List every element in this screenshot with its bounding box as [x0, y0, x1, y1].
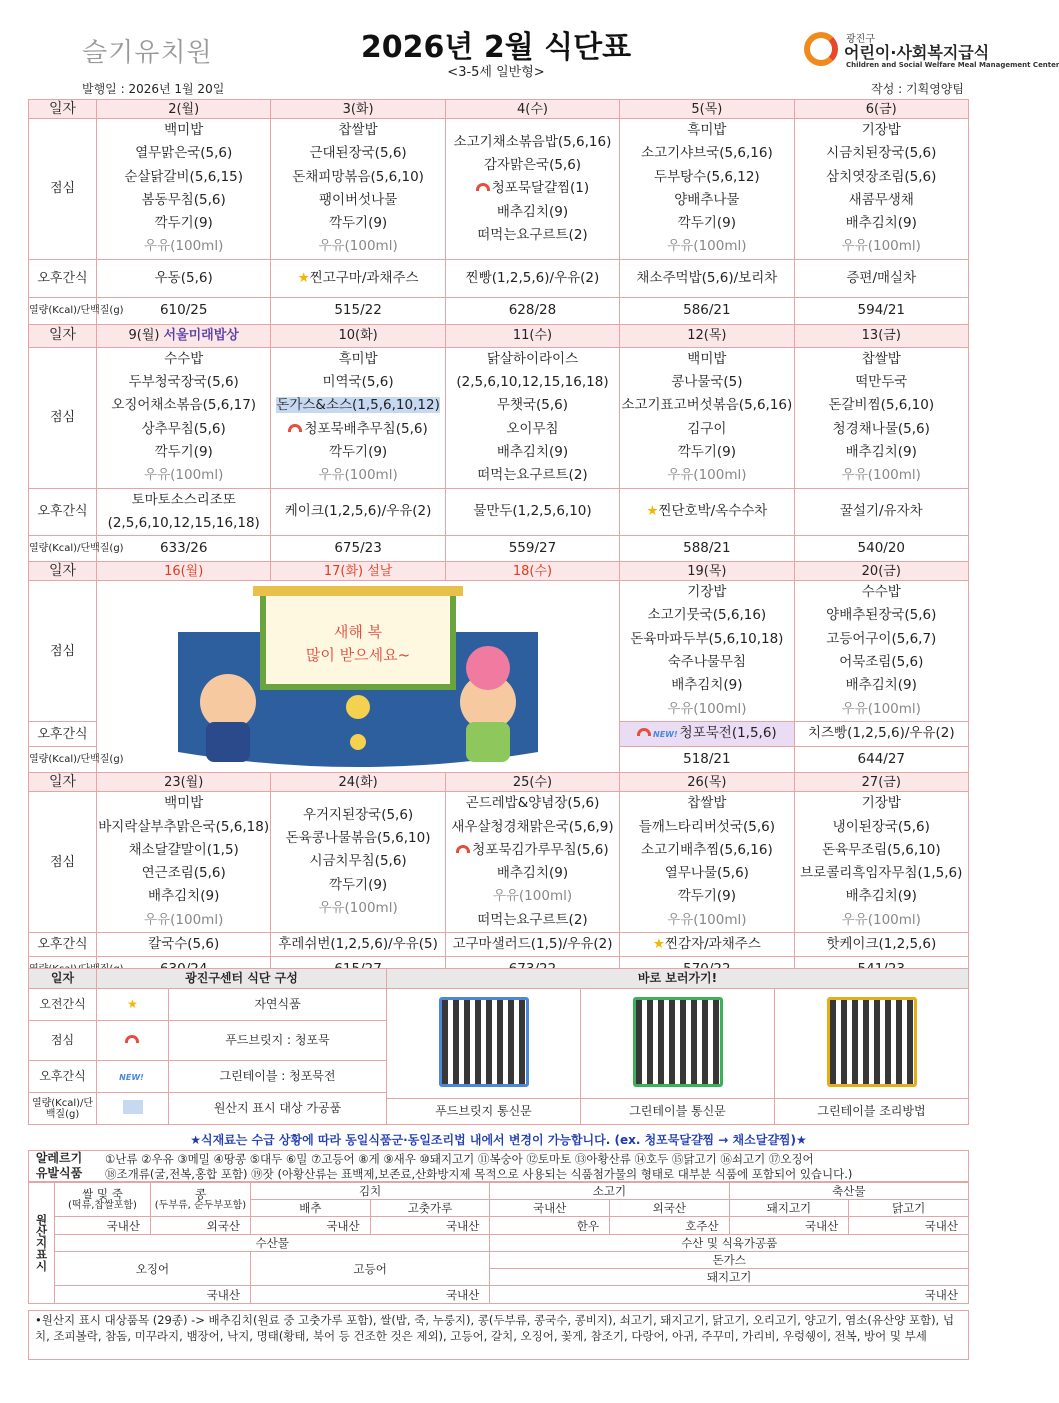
lunch-row: 점심 새해 복 많이 받으세요~ 기장밥 소고기뭇국(5,6,16) 돈육마파두부(5,6,10,18) 숙주나물무침 배추김치(9) 우유(100ml) 수수밥 양배추된장국(5,6) 고등어구이(5,6,7) 어묵조림(5,6) 배추김치(9) 우유(100ml) — [29, 581, 969, 722]
energy-row: 열량(Kcal)/단백질(g) 610/25 515/22 628/28 586/21 594/21 — [29, 297, 969, 324]
star-icon: ★ — [127, 997, 138, 1011]
page-title: 2026년 2월 식단표 — [360, 30, 632, 65]
snack-row: 오후간식 우동(5,6) ★찐고구마/과채주스 찐빵(1,2,5,6)/우유(2) 채소주먹밥(5,6)/보리차 증편/매실차 — [29, 259, 969, 297]
snack-row: 오후간식 토마토소스리조또 (2,5,6,10,12,15,16,18) 케이크(1,2,5,6)/우유(2) 물만두(1,2,5,6,10) ★찐단호박/옥수수차 꿀설기/유자차 — [29, 488, 969, 536]
qr-code-recipe[interactable] — [827, 997, 917, 1087]
new-tag: NEW! — [653, 729, 678, 739]
page-header — [0, 0, 1059, 100]
qr-code-food-bridge[interactable] — [439, 997, 529, 1087]
lunch-cell: 흑미밥 소고기샤브국(5,6,16) 두부탕수(5,6,12) 양배추나물 깍두기(9) 우유(100ml) — [620, 119, 794, 260]
greeting-line-1: 새해 복 — [333, 622, 383, 641]
rainbow-icon — [476, 183, 490, 191]
date-row: 일자 9(월) 서울미래밥상 10(화) 11(수) 12(목) 13(금) — [29, 324, 969, 347]
legend-table: 일자 광진구센터 식단 구성 바로 보러가기! 오전간식 ★ 자연식품 점심 푸드브릿지 : 청포묵 오후간식 NEW! 그린테이블 : 청포묵전 열량(Kcal)/단백질(g) 원산지 표시 대상 가공품 푸드브릿지 통신문 그린테이블 통신문 그린테이블 조리방법 — [28, 968, 969, 1125]
qr-code-green-table[interactable] — [633, 997, 723, 1087]
highlight-swatch — [123, 1100, 143, 1114]
date-row: 일자 2(월) 3(화) 4(수) 5(목) 6(금) — [29, 100, 969, 119]
lunch-cell: 백미밥 열무맑은국(5,6) 순살닭갈비(5,6,15) 봄동무침(5,6) 깍두기(9) 우유(100ml) — [97, 119, 271, 260]
origin-footnote: •원산지 표시 대상품목 (29종) -> 배추김치(원료 중 고춧가루 포함), 쌀(밥, 죽, 누룽지), 콩(두부류, 콩국수, 콩비지), 쇠고기, 돼지고기, 닭고기, 오리고기, 양고기, 염소(유산양 포함), 넙치, 조피볼락, 참돔, 미꾸라지, 뱀장어, 낙지, 명태(황태, 북어 등 건조한 것은 제외), 고등어, 갈치, 오징어, 꽃게, 참조기, 다랑어, 아귀, 주꾸미, 가리비, 우렁쉥이, 전복, 방어 및 부세 — [28, 1310, 969, 1360]
rainbow-icon — [456, 845, 470, 853]
star-icon: ★ — [646, 503, 659, 520]
star-icon: ★ — [652, 936, 665, 953]
author: 작성 : 기획영양팀 — [871, 82, 964, 96]
holiday-illustration — [97, 581, 620, 773]
menu-table — [28, 99, 969, 982]
lunch-row: 점심 백미밥 열무맑은국(5,6) 순살닭갈비(5,6,15) 봄동무침(5,6) 깍두기(9) 우유(100ml) 찹쌀밥 근대된장국(5,6) 돈채피망볶음(5,6,10) 팽이버섯나물 깍두기(9) 우유(100ml) 소고기채소볶음밥(5,6,16) 감자맑은국(5,6) 청포묵달걀찜(1) 배추김치(9) 떠먹는요구르트(2) 흑미밥 소고기샤브국(5,6,16) 두부탕수(5,6,12) 양배추나물 깍두기(9) 우유(100ml) 기장밥 시금치된장국(5,6) 삼치엿장조림(5,6) 새콤무생채 배추김치(9) 우유(100ml) — [29, 119, 969, 260]
smile-logo-icon — [804, 32, 838, 66]
seoul-badge: 서울미래밥상 — [163, 328, 239, 344]
notice: ★식재료는 수급 상황에 따라 동일식품군·동일조리법 내에서 변경이 가능합니다. (ex. 청포묵달걀찜 → 채소달걀찜)★ — [28, 1131, 969, 1148]
lunch-cell: 소고기채소볶음밥(5,6,16) 감자맑은국(5,6) 청포묵달걀찜(1) 배추김치(9) 떠먹는요구르트(2) — [445, 119, 619, 260]
snack-row: 오후간식 칼국수(5,6) 후레쉬번(1,2,5,6)/우유(5) 고구마샐러드(1,5)/우유(2) ★찐감자/과채주스 핫케이크(1,2,5,6) — [29, 933, 969, 957]
energy-row: 열량(Kcal)/단백질(g) 633/26 675/23 559/27 588/21 540/20 — [29, 536, 969, 562]
new-tag: NEW! — [119, 1072, 144, 1082]
issue-date: 발행일 : 2026년 1월 20일 — [82, 82, 225, 96]
rainbow-icon — [637, 728, 651, 736]
center-logo: 광진구 어린이·사회복지급식 Children and Social Welfare Meal Management Center — [804, 28, 992, 72]
date-row: 일자 16(월) 17(화) 설날 18(수) 19(목) 20(금) — [29, 562, 969, 581]
lunch-row: 점심 수수밥 두부청국장국(5,6) 오징어채소볶음(5,6,17) 상추무침(5,6) 깍두기(9) 우유(100ml) 흑미밥 미역국(5,6) 돈가스&소스(1,5,6,10,12) 청포묵배추무침(5,6) 깍두기(9) 우유(100ml) 닭살하이라이스 (2,5,6,10,12,15,16,18) 무챗국(5,6) 오이무침 배추김치(9) 떠먹는요구르트(2) 백미밥 콩나물국(5) 소고기표고버섯볶음(5,6,16) 김구이 깍두기(9) 우유(100ml) 찹쌀밥 떡만두국 돈갈비찜(5,6,10) 청경채나물(5,6) 배추김치(9) 우유(100ml) — [29, 347, 969, 488]
snack-row: 오후간식 NEW! 청포묵전(1,5,6) 치즈빵(1,2,5,6)/우유(2) — [29, 721, 969, 746]
allergy-info: 알레르기 유발식품 ①난류 ②우유 ③메밀 ④땅콩 ⑤대두 ⑥밀 ⑦고등어 ⑧게 ⑨새우 ⑩돼지고기 ⑪복숭아 ⑫토마토 ⑬아황산류 ⑭호두 ⑮닭고기 ⑯쇠고기 ⑰오징어 ⑱조개류(굴,전복,홍합 포함) ⑲잣 (아황산류는 표백제,보존료,산화방지제 목적으로 사용되는 식품첨가물의 형태로 대부분 식품에 포함되어 있습니다.) — [28, 1150, 969, 1182]
kindergarten-name: 슬기유치원 — [82, 38, 213, 68]
star-icon: ★ — [297, 269, 310, 286]
rainbow-icon — [125, 1035, 139, 1043]
lunch-row: 점심 백미밥 바지락살부추맑은국(5,6,18) 채소달걀말이(1,5) 연근조림(5,6) 배추김치(9) 우유(100ml) 우거지된장국(5,6) 돈육콩나물볶음(5,6,10) 시금치무침(5,6) 깍두기(9) 우유(100ml) 곤드레밥&양념장(5,6) 새우살청경채맑은국(5,6,9) 청포묵김가루무침(5,6) 배추김치(9) 우유(100ml) 떠먹는요구르트(2) 찹쌀밥 들깨느타리버섯국(5,6) 소고기배추찜(5,6,16) 열무나물(5,6) 깍두기(9) 우유(100ml) 기장밥 냉이된장국(5,6) 돈육무조림(5,6,10) 브로콜리흑임자무침(1,5,6) 배추김치(9) 우유(100ml) — [29, 792, 969, 933]
date-row: 일자 23(월) 24(화) 25(수) 26(목) 27(금) — [29, 773, 969, 792]
origin-table: 원산지표시 쌀 및 죽 (떡류,찹쌀포함) 콩 (두부류, 순두부포함) 김치 소고기 축산물 배추 고춧가루 국내산 외국산 돼지고기 닭고기 국내산 외국산 국내산 국내산 한우 호주산 국내산 국내산 수산물 수산 및 식육가공품 오징어 고등어 돈가스 돼지고기 국내산 국내산 국내산 — [28, 1182, 969, 1304]
energy-row: 열량(Kcal)/단백질(g) 518/21 644/27 — [29, 747, 969, 773]
page-subtitle: <3-5세 일반형> — [447, 65, 545, 80]
rainbow-icon — [288, 424, 302, 432]
greeting-line-2: 많이 받으세요~ — [305, 645, 411, 664]
lunch-cell: 찹쌀밥 근대된장국(5,6) 돈채피망볶음(5,6,10) 팽이버섯나물 깍두기(9) 우유(100ml) — [271, 119, 445, 260]
lunch-cell: 기장밥 시금치된장국(5,6) 삼치엿장조림(5,6) 새콤무생채 배추김치(9) 우유(100ml) — [794, 119, 968, 260]
